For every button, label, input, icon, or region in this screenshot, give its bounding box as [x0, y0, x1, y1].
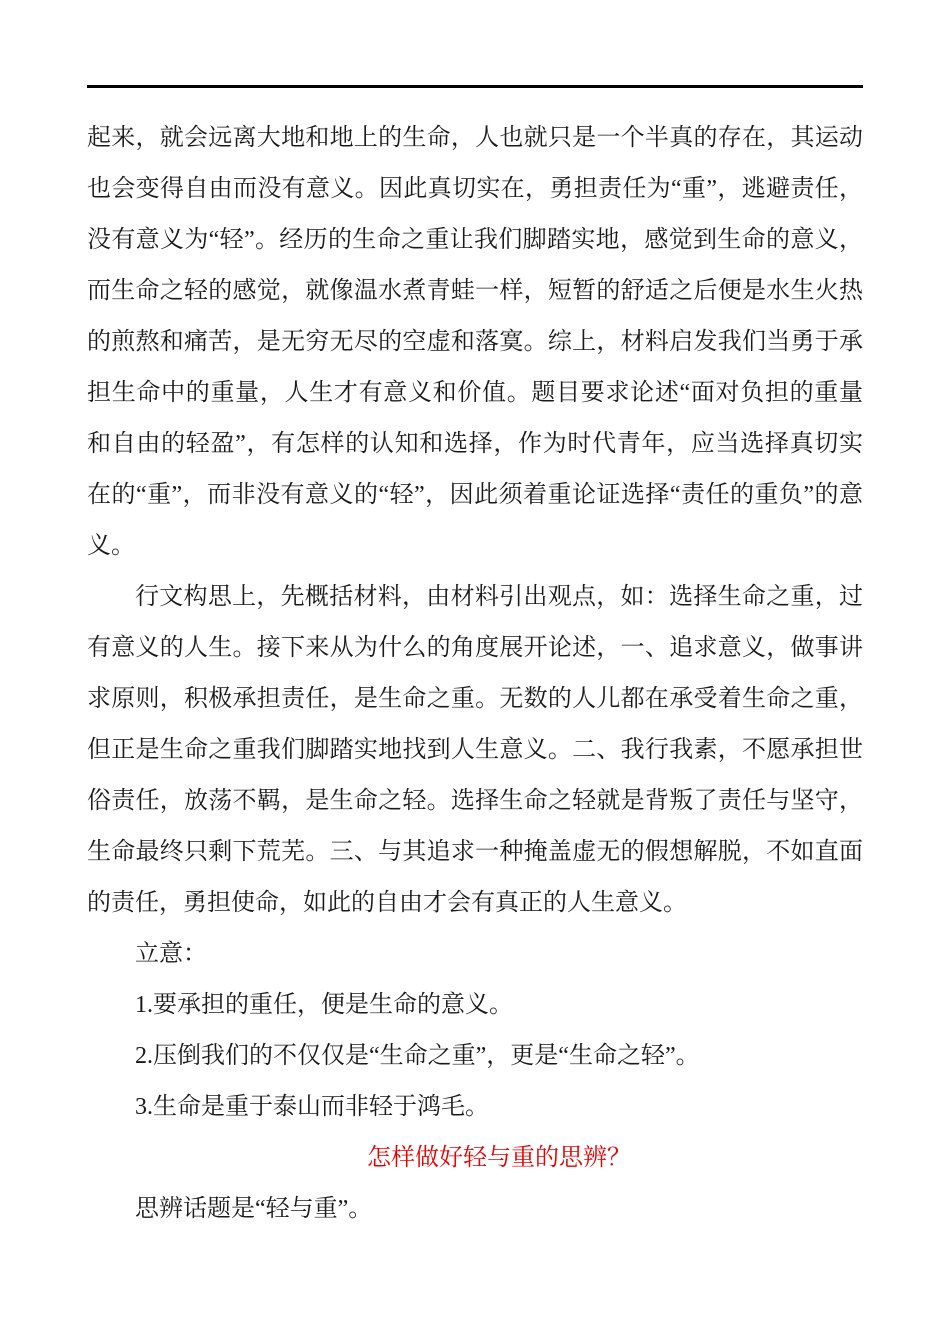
document-body — [87, 113, 863, 1235]
section-heading: 怎样做好轻与重的思辨？ — [367, 1145, 631, 1171]
paragraph: 起来，就会远离大地和地上的生命，人也就只是一个半真的存在，其运动也会变得自由而没有意义。因此真切实在，勇担责任为“重”，逃避责任，没有意义为“轻”。经历的生命之重让我们脚踏实地，感觉到生命的意义，而生命之轻的感觉，就像温水煮青蛙一样，短暂的舒适之后便是水生火热的煎熬和痛苦，是无穷无尽的空虚和落寞。综上，材料启发我们当勇于承担生命中的重量，人生才有意义和价值。题目要求论述“面对负担的重量和自由的轻盈”，有怎样的认知和选择，作为时代青年，应当选择真切实在的“重”，而非没有意义的“轻”，因此须着重论证选择“责任的重负”的意义。 — [87, 125, 863, 559]
paragraph: 思辨话题是“轻与重”。 — [135, 1196, 373, 1222]
header-rule-divider — [87, 85, 863, 88]
paragraph: 3.生命是重于泰山而非轻于鸿毛。 — [135, 1094, 489, 1120]
paragraph: 1.要承担的重任，便是生命的意义。 — [135, 992, 513, 1018]
paragraph: 行文构思上，先概括材料，由材料引出观点，如：选择生命之重，过有意义的人生。接下来从为什么的角度展开论述，一、追求意义，做事讲求原则，积极承担责任，是生命之重。无数的人儿都在承受着生命之重，但正是生命之重我们脚踏实地找到人生意义。二、我行我素，不愿承担世俗责任，放荡不羁，是生命之轻。选择生命之轻就是背叛了责任与坚守，生命最终只剩下荒芜。三、与其追求一种掩盖虚无的假想解脱，不如直面的责任，勇担使命，如此的自由才会有真正的人生意义。 — [87, 584, 863, 916]
paragraph: 立意： — [135, 941, 207, 967]
paragraph: 2.压倒我们的不仅仅是“生命之重”，更是“生命之轻”。 — [135, 1043, 700, 1069]
